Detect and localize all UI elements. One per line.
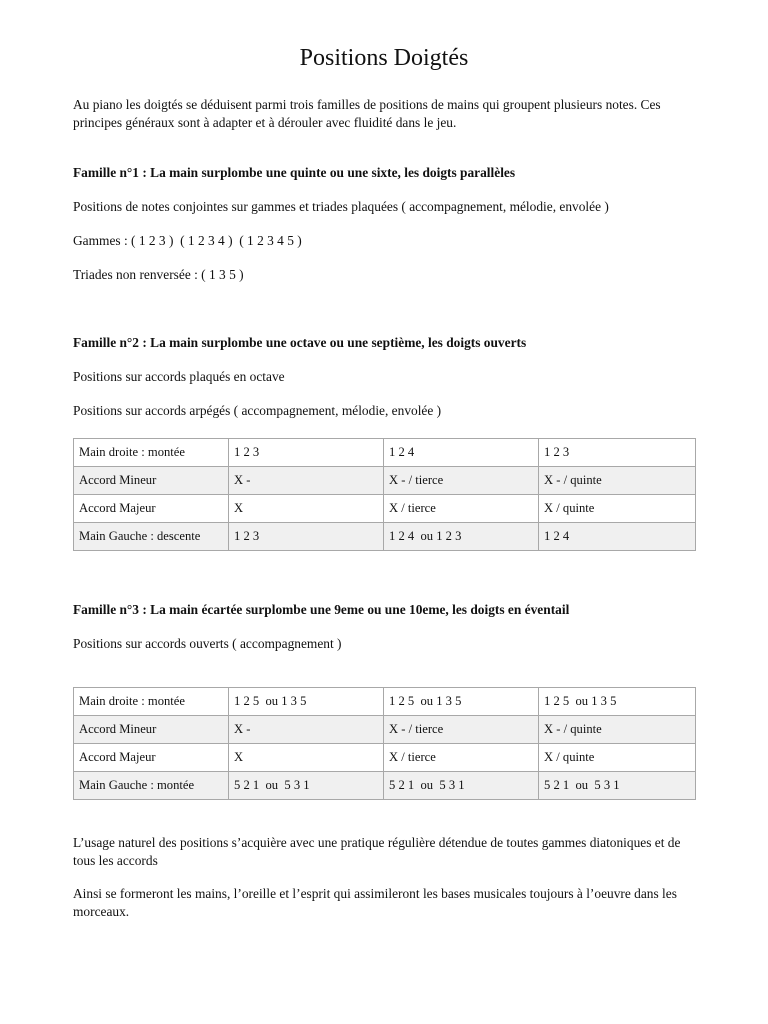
table-row — [74, 439, 696, 467]
table-cell: Accord Mineur — [74, 716, 229, 744]
table-cell: Accord Majeur — [74, 744, 229, 772]
outro-paragraph-1: L’usage naturel des positions s’acquière avec une pratique régulière détendue de toutes gammes diatoniques et de tous les accords — [73, 835, 681, 868]
intro-paragraph: Au piano les doigtés se déduisent parmi trois familles de positions de mains qui groupent plusieurs notes. Ces principes généraux sont à adapter et à dérouler avec fluidité dans le jeu. — [73, 97, 661, 130]
famille2-line2: Positions sur accords arpégés ( accompagnement, mélodie, envolée ) — [73, 403, 442, 418]
table-cell: 1 2 3 — [229, 523, 384, 551]
table-row — [74, 467, 696, 495]
outro-paragraph-2: Ainsi se formeront les mains, l’oreille et l’esprit qui assimileront les bases musicales toujours à l’oeuvre dans les morceaux. — [73, 886, 677, 919]
table-cell: 5 2 1 ou 5 3 1 — [384, 772, 539, 800]
table-cell: Main droite : montée — [74, 439, 229, 467]
table-cell: X / quinte — [539, 744, 696, 772]
table-cell: 1 2 5 ou 1 3 5 — [384, 688, 539, 716]
table-cell: 1 2 4 ou 1 2 3 — [384, 523, 539, 551]
famille1-line1: Positions de notes conjointes sur gammes et triades plaquées ( accompagnement, mélodie, envolée ) — [73, 199, 609, 214]
table-cell: Main Gauche : montée — [74, 772, 229, 800]
famille3-heading: Famille n°3 : La main écartée surplombe une 9eme ou une 10eme, les doigts en éventail — [73, 602, 570, 617]
table-row — [74, 688, 696, 716]
table-cell: X - — [229, 467, 384, 495]
page-title: Positions Doigtés — [299, 45, 469, 71]
famille3-table — [73, 687, 696, 800]
table-row — [74, 495, 696, 523]
table-cell: X / quinte — [539, 495, 696, 523]
table-cell: Main Gauche : descente — [74, 523, 229, 551]
famille2-line1: Positions sur accords plaqués en octave — [73, 369, 285, 384]
famille1-triades: Triades non renversée : ( 1 3 5 ) — [73, 267, 244, 282]
table-cell: X - / tierce — [384, 716, 539, 744]
table-cell: 1 2 4 — [384, 439, 539, 467]
famille2-heading: Famille n°2 : La main surplombe une octave ou une septième, les doigts ouverts — [73, 335, 527, 350]
table-cell: X / tierce — [384, 495, 539, 523]
famille1-heading: Famille n°1 : La main surplombe une quinte ou une sixte, les doigts parallèles — [73, 165, 516, 180]
table-cell: X — [229, 744, 384, 772]
table-cell: X - / quinte — [539, 467, 696, 495]
table-cell: 1 2 5 ou 1 3 5 — [539, 688, 696, 716]
table-cell: Main droite : montée — [74, 688, 229, 716]
table-cell: 5 2 1 ou 5 3 1 — [229, 772, 384, 800]
famille1-gammes: Gammes : ( 1 2 3 ) ( 1 2 3 4 ) ( 1 2 3 4 5 ) — [73, 233, 302, 248]
table-cell: X - / tierce — [384, 467, 539, 495]
table-cell: X — [229, 495, 384, 523]
famille3-line1: Positions sur accords ouverts ( accompagnement ) — [73, 636, 342, 651]
table-cell: 1 2 5 ou 1 3 5 — [229, 688, 384, 716]
table-row — [74, 772, 696, 800]
table-cell: X - / quinte — [539, 716, 696, 744]
table-cell: 1 2 3 — [229, 439, 384, 467]
table-cell: X - — [229, 716, 384, 744]
table-row — [74, 744, 696, 772]
table-cell: 1 2 3 — [539, 439, 696, 467]
table-cell: X / tierce — [384, 744, 539, 772]
famille2-table — [73, 438, 696, 551]
table-row — [74, 523, 696, 551]
table-cell: 1 2 4 — [539, 523, 696, 551]
table-cell: Accord Majeur — [74, 495, 229, 523]
table-row — [74, 716, 696, 744]
table-cell: Accord Mineur — [74, 467, 229, 495]
table-cell: 5 2 1 ou 5 3 1 — [539, 772, 696, 800]
